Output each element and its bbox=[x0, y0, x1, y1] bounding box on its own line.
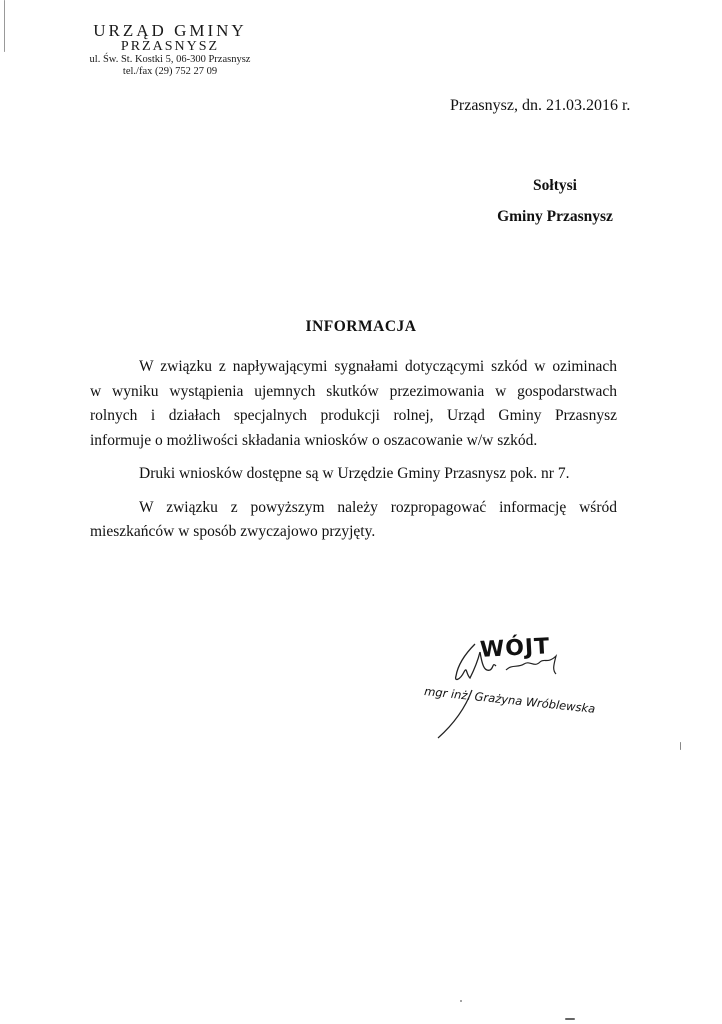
scan-margin-mark bbox=[4, 0, 5, 52]
paragraph-3 bbox=[90, 496, 617, 545]
paragraph-1 bbox=[90, 355, 617, 453]
scan-speck bbox=[680, 742, 681, 750]
document-date: Przasnysz, dn. 21.03.2016 r. bbox=[450, 97, 631, 114]
paragraph-1-line: W związku z napływającymi sygnałami dotyczącymi szkód w oziminach bbox=[139, 358, 617, 375]
letterhead-office: URZĄD GMINY bbox=[93, 21, 247, 40]
paragraph-1-line: w wyniku wystąpienia ujemnych skutków przezimowania w gospodarstwach bbox=[90, 382, 617, 400]
scan-speck bbox=[565, 1018, 575, 1020]
recipient-line-2: Gminy Przasnysz bbox=[497, 208, 613, 225]
document-title: INFORMACJA bbox=[305, 318, 417, 335]
signature-block bbox=[420, 630, 620, 740]
letterhead-phone: tel./fax (29) 752 27 09 bbox=[122, 66, 218, 77]
signature-name: mgr inż. Grażyna Wróblewska bbox=[423, 684, 596, 716]
paragraph-3-line: mieszkańców w sposób zwyczajowo przyjęty. bbox=[90, 523, 376, 540]
handwritten-signature bbox=[420, 630, 620, 740]
letterhead-town: PRZASNYSZ bbox=[120, 39, 220, 54]
document-body bbox=[90, 355, 617, 554]
recipient-line-1: Sołtysi bbox=[533, 177, 577, 194]
paragraph-1-line: rolnych i działach specjalnych produkcji rolnej, Urząd Gminy Przasnysz bbox=[90, 407, 617, 424]
letterhead-stamp bbox=[60, 22, 280, 78]
recipient-block bbox=[440, 170, 670, 232]
scan-speck bbox=[460, 1000, 462, 1002]
paragraph-3-line: W związku z powyższym należy rozpropagować informację wśród bbox=[139, 498, 617, 516]
signature-title-stamp: WÓJT bbox=[479, 634, 551, 663]
paragraph-1-line: informuje o możliwości składania wniosków o oszacowanie w/w szkód. bbox=[90, 431, 538, 449]
letterhead-address: ul. Św. St. Kostki 5, 06-300 Przasnysz bbox=[89, 54, 251, 65]
paragraph-2: Druki wniosków dostępne są w Urzędzie Gminy Przasnysz pok. nr 7. bbox=[139, 465, 570, 482]
